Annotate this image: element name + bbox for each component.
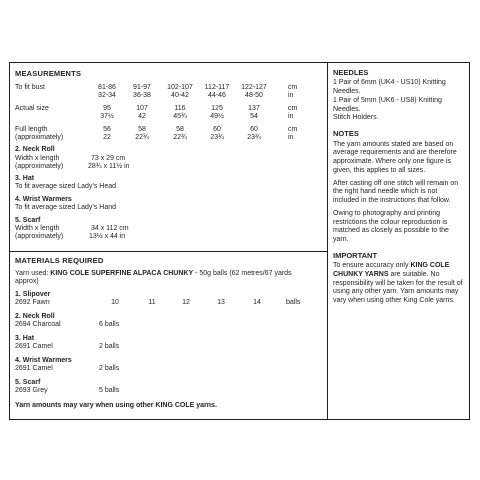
to-fit-bust-label: To fit bust [15, 84, 45, 91]
needles-line-1: 1 Pair of 6mm (UK4 - US10) Knitting Needles. [333, 79, 446, 96]
slipover-title: 1. Slipover [15, 291, 51, 298]
right-column [333, 68, 465, 310]
scarf-title: 5. Scarf [15, 217, 41, 224]
bust-size-in: 36-38 [133, 92, 151, 99]
scarf-dim-label: Width x length [15, 225, 60, 232]
notes-paragraph-1: The yarn amounts stated are based on average requirements and are therefore approximate. Where only one figure is given, this applies to all sizes. [333, 140, 457, 174]
neck-roll-approx-label: (approximately) [15, 163, 64, 170]
wrist-warmers-title: 4. Wrist Warmers [15, 196, 72, 203]
needles-heading: NEEDLES [333, 68, 369, 77]
slipover-unit: balls [286, 299, 301, 306]
actual-size-in: 49½ [210, 113, 224, 120]
scarf-in: 13½ x 44 in [89, 233, 126, 240]
slipover-balls: 11 [148, 299, 156, 306]
hat-yarn-code: 2691 Camel [15, 343, 53, 350]
scarf-material-title: 5. Scarf [15, 379, 41, 386]
actual-size-cm: 137 [248, 105, 260, 112]
needles-line-2: 1 Pair of 5mm (UK6 - US8) Knitting Needles. [333, 96, 442, 113]
slipover-balls: 13 [217, 299, 225, 306]
bust-size-in: 48-50 [245, 92, 263, 99]
slipover-balls: 14 [253, 299, 261, 306]
full-length-cm: 56 [103, 126, 111, 133]
needles-line-3: Stitch Holders. [333, 114, 379, 122]
yarn-used-suffix: - 50g balls (62 metres/67 yards [193, 270, 292, 277]
actual-size-cm: 107 [136, 105, 148, 112]
notes-heading: NOTES [333, 129, 359, 139]
actual-size-in: 45¾ [173, 113, 187, 120]
actual-size-cm: 95 [103, 105, 111, 112]
hat-fit-text: To fit average sized Lady’s Head [15, 183, 117, 190]
unit-in: in [288, 92, 294, 99]
column-divider [327, 63, 328, 419]
scarf-cm: 34 x 112 cm [91, 225, 129, 232]
actual-size-in: 54 [250, 113, 258, 120]
bust-size-in: 40-42 [171, 92, 189, 99]
bust-size-in: 32-34 [98, 92, 116, 99]
actual-size-cm: 116 [174, 105, 186, 112]
slipover-balls: 10 [111, 299, 119, 306]
unit-cm: cm [288, 84, 298, 91]
neck-roll-material-title: 2. Neck Roll [15, 313, 55, 320]
section-divider [10, 251, 327, 252]
hat-title: 3. Hat [15, 175, 35, 182]
unit-in: in [288, 134, 294, 141]
full-length-in: 22 [103, 134, 111, 141]
full-length-cm: 58 [138, 126, 146, 133]
full-length-in: 23¾ [210, 134, 224, 141]
bust-size: 81-86 [98, 84, 116, 91]
unit-in: in [288, 113, 294, 120]
neck-roll-qty: 6 balls [99, 321, 120, 328]
unit-cm: cm [288, 105, 298, 112]
notes-paragraph-3: Owing to photography and printing restrictions the colour reproduction is matched as closely as possible to the yarn. [333, 209, 449, 243]
bust-size: 102-107 [167, 84, 193, 91]
yarn-brand: KING COLE SUPERFINE ALPACA CHUNKY [50, 270, 194, 277]
slipover-balls: 12 [182, 299, 190, 306]
neck-roll-cm: 73 x 29 cm [91, 155, 126, 162]
full-length-label: Full length [15, 126, 48, 133]
bust-size: 91-97 [133, 84, 151, 91]
neck-roll-yarn-code: 2694 Charcoal [15, 321, 61, 328]
pattern-info-box [9, 62, 470, 420]
unit-cm: cm [288, 126, 298, 133]
yarn-used-line [15, 270, 292, 279]
important-paragraph [333, 262, 465, 306]
important-brand: KING COLE CHUNKY YARNS [333, 262, 450, 278]
actual-size-in: 42 [138, 113, 146, 120]
wrist-warmers-fit-text: To fit average sized Lady’s Hand [15, 204, 117, 211]
bust-size: 112-117 [204, 84, 230, 91]
bust-size-in: 44-46 [208, 92, 226, 99]
full-length-in: 23¾ [247, 134, 261, 141]
neck-roll-in: 28¾ x 11½ in [88, 163, 130, 170]
full-length-approx: (approximately) [15, 134, 64, 141]
hat-material-title: 3. Hat [15, 335, 35, 342]
hat-qty: 2 balls [99, 343, 120, 350]
full-length-cm: 60 [213, 126, 221, 133]
bust-size: 122-127 [241, 84, 267, 91]
full-length-cm: 60 [250, 126, 258, 133]
scarf-yarn-code: 2693 Grey [15, 387, 48, 394]
yarn-vary-note: Yarn amounts may vary when using other KING COLE yarns. [15, 402, 217, 409]
slipover-yarn-code: 2692 Fawn [15, 299, 50, 306]
full-length-cm: 58 [176, 126, 184, 133]
full-length-in: 22¾ [173, 134, 187, 141]
wrist-warmers-yarn-code: 2691 Camel [15, 365, 53, 372]
wrist-warmers-qty: 2 balls [99, 365, 120, 372]
actual-size-label: Actual size [15, 105, 49, 112]
actual-size-in: 37½ [100, 113, 114, 120]
materials-heading: MATERIALS REQUIRED [15, 256, 104, 265]
scarf-approx-label: (approximately) [15, 233, 64, 240]
scarf-qty: 5 balls [99, 387, 120, 394]
important-heading: IMPORTANT [333, 250, 378, 260]
yarn-used-prefix: Yarn used: [15, 270, 51, 277]
actual-size-cm: 125 [211, 105, 223, 112]
full-length-in: 22¾ [135, 134, 149, 141]
measurements-heading: MEASUREMENTS [15, 69, 82, 78]
neck-roll-title: 2. Neck Roll [15, 146, 55, 153]
notes-paragraph-2: After casting off one stitch will remain on the right hand needle which is not included in the instructions that follow. [333, 179, 459, 204]
important-text-post: are suitable. No responsibility will be taken for the result of using any other yarn. Yarn amounts may vary when using other King Cole yarns. [333, 270, 463, 305]
yarn-used-line-2: approx) [15, 278, 39, 285]
neck-roll-dim-label: Width x length [15, 155, 60, 162]
important-text-pre: To ensure accuracy only [333, 262, 411, 270]
wrist-warmers-material-title: 4. Wrist Warmers [15, 357, 72, 364]
